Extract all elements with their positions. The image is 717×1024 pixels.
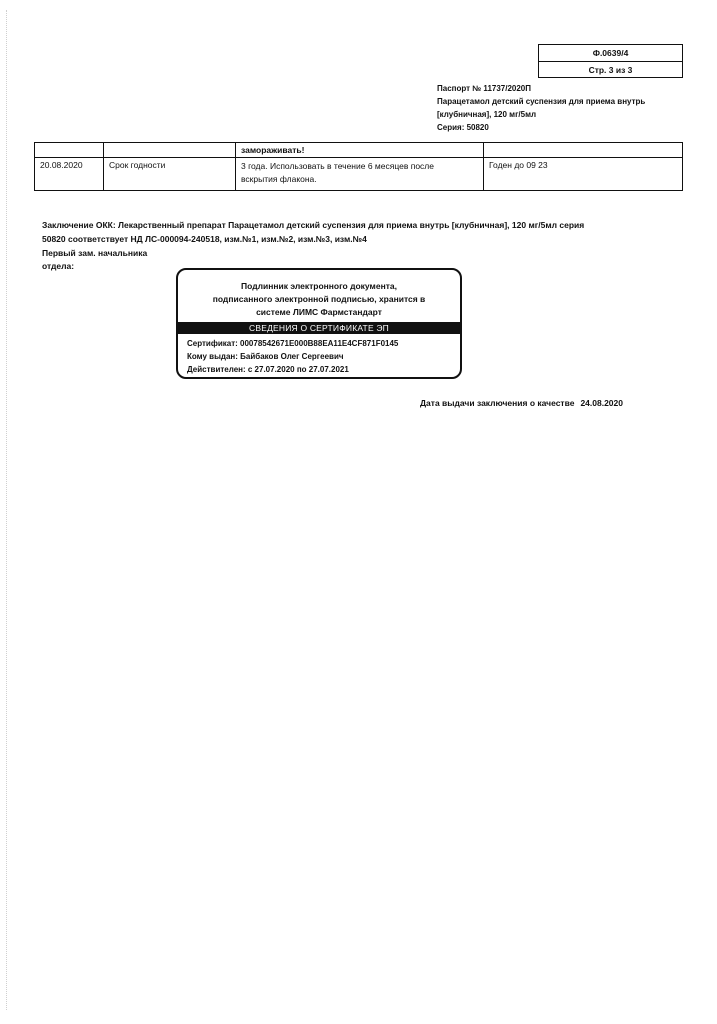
series-number: Серия: 50820: [437, 123, 489, 132]
stamp-header-line3: системе ЛИМС Фармстандарт: [256, 307, 382, 317]
e-signature-stamp: [176, 268, 462, 379]
table-cell-result: [484, 143, 683, 158]
page-number: Стр. 3 из 3: [539, 61, 682, 78]
passport-number: Паспорт № 11737/2020П: [437, 84, 532, 93]
scan-edge: [6, 10, 8, 1010]
table-cell-date: [35, 143, 104, 158]
table-cell-requirement: [236, 158, 484, 191]
issue-date-line: [420, 398, 623, 408]
table-cell-result: Годен до 09 23: [484, 158, 683, 191]
table-cell-parameter: Срок годности: [104, 158, 236, 191]
table-cell-date: 20.08.2020: [35, 158, 104, 191]
product-name-line1: Парацетамол детский суспензия для приема внутрь: [437, 97, 646, 106]
stamp-band: СВЕДЕНИЯ О СЕРТИФИКАТЕ ЭП: [178, 322, 460, 334]
issue-date: 24.08.2020: [580, 398, 623, 408]
stamp-header-line1: Подлинник электронного документа,: [241, 281, 397, 291]
conclusion-line1: Заключение ОКК: Лекарственный препарат Парацетамол детский суспензия для приема внутрь [клубничная], 120 мг/5мл серия: [42, 220, 585, 230]
issue-date-label: Дата выдачи заключения о качестве: [420, 398, 575, 408]
form-code-box: [538, 44, 683, 78]
signer-title: Первый зам. начальника: [42, 248, 148, 258]
requirement-line1: 3 года. Использовать в течение 6 месяцев после: [241, 161, 434, 171]
conclusion-line2: 50820 соответствует НД ЛС-000094-240518, изм.№1, изм.№2, изм.№3, изм.№4: [42, 234, 367, 244]
certificate-number: Сертификат: 00078542671E000B88EA11E4CF871F0145: [187, 339, 399, 348]
requirement-line2: вскрытия флакона.: [241, 174, 317, 184]
form-code: Ф.0639/4: [592, 48, 629, 58]
table-cell-parameter: [104, 143, 236, 158]
certificate-validity: Действителен: с 27.07.2020 по 27.07.2021: [187, 365, 349, 374]
table-row: [35, 158, 683, 191]
certificate-owner: Кому выдан: Байбаков Олег Сергеевич: [187, 352, 344, 361]
table-cell-requirement: замораживать!: [236, 143, 484, 158]
qc-conclusion: [42, 218, 585, 246]
signer-block: [42, 247, 147, 273]
table-row: [35, 143, 683, 158]
certificate-info: [178, 337, 460, 376]
product-name-line2: [клубничная], 120 мг/5мл: [437, 110, 537, 119]
test-results-table: [34, 142, 683, 191]
passport-header: [437, 82, 645, 134]
stamp-header-line2: подписанного электронной подписью, хранится в: [212, 294, 426, 304]
stamp-header: [178, 270, 460, 319]
signer-department: отдела:: [42, 261, 75, 271]
